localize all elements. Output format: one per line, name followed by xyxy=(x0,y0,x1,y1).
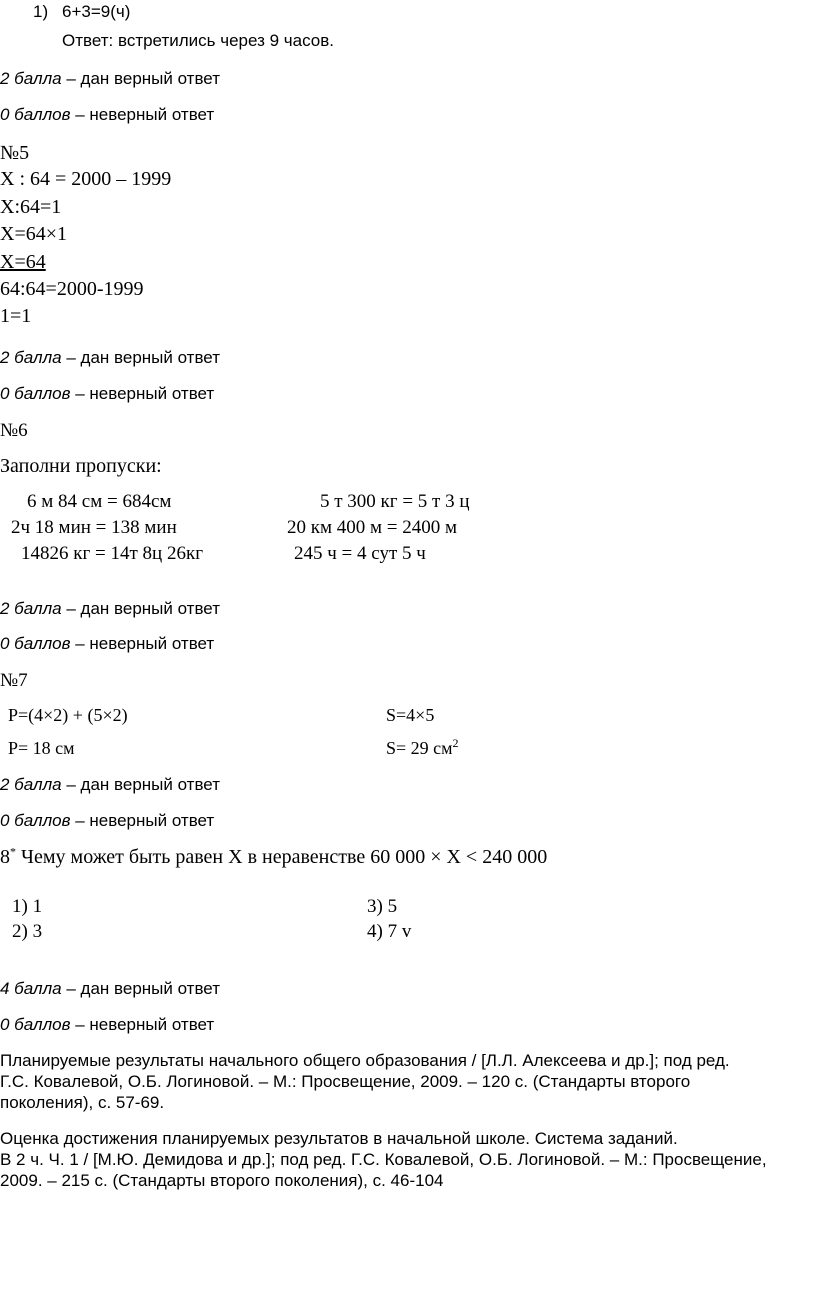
score-text: – дан верный ответ xyxy=(61,69,220,88)
score-text: – неверный ответ xyxy=(70,634,215,653)
score-line-correct xyxy=(0,980,220,997)
score-text: – неверный ответ xyxy=(70,1015,215,1034)
score-line-wrong xyxy=(0,106,214,123)
q6-left-item: 14826 кг = 14т 8ц 26кг xyxy=(21,543,203,564)
score-points: 0 баллов xyxy=(0,634,71,653)
q5-line: 1=1 xyxy=(0,305,32,327)
q6-prompt: Заполни пропуски: xyxy=(0,455,162,477)
q7-perimeter-result: Р= 18 см xyxy=(8,738,75,758)
q4-equation: 6+3=9(ч) xyxy=(62,2,131,21)
q8-question-line xyxy=(0,844,548,868)
reference-line: поколения), с. 57-69. xyxy=(0,1093,165,1112)
score-text: – дан верный ответ xyxy=(61,599,220,618)
q7-area-result xyxy=(386,736,459,758)
score-points: 0 баллов xyxy=(0,105,71,124)
score-points: 2 балла xyxy=(0,348,62,367)
q5-title: №5 xyxy=(0,142,30,164)
q7-title: №7 xyxy=(0,670,28,691)
q7-area-value: S= 29 см xyxy=(386,738,453,758)
score-line-correct xyxy=(0,600,220,617)
q7-area-formula: S=4×5 xyxy=(386,705,435,725)
score-line-correct xyxy=(0,776,220,793)
q5-line: Х:64=1 xyxy=(0,196,62,218)
score-points: 2 балла xyxy=(0,775,62,794)
q8-number: 8 xyxy=(0,846,10,868)
reference-line: Г.С. Ковалевой, О.Б. Логиновой. – М.: Просвещение, 2009. – 120 с. (Стандарты второго xyxy=(0,1072,691,1091)
score-text: – дан верный ответ xyxy=(61,775,220,794)
q6-right-item: 245 ч = 4 сут 5 ч xyxy=(294,543,426,564)
score-points: 0 баллов xyxy=(0,384,71,403)
score-line-wrong xyxy=(0,635,214,652)
score-line-correct xyxy=(0,349,220,366)
q5-answer-line: Х=64 xyxy=(0,251,46,273)
score-points: 4 балла xyxy=(0,979,62,998)
q8-star: * xyxy=(10,844,16,859)
q8-option: 1) 1 xyxy=(12,896,43,917)
reference-line: Планируемые результаты начального общего образования / [Л.Л. Алексеева и др.]; под ред. xyxy=(0,1051,730,1070)
q6-title: №6 xyxy=(0,420,28,441)
q6-left-item: 2ч 18 мин = 138 мин xyxy=(11,517,177,538)
score-line-wrong xyxy=(0,812,214,829)
q8-option: 3) 5 xyxy=(367,896,398,917)
q5-line: Х=64×1 xyxy=(0,223,68,245)
score-text: – неверный ответ xyxy=(70,811,215,830)
q5-line: Х : 64 = 2000 – 1999 xyxy=(0,168,172,190)
q8-option: 2) 3 xyxy=(12,921,43,942)
q8-question: Чему может быть равен Х в неравенстве 60 000 × Х < 240 000 xyxy=(16,846,548,868)
q4-answer: Ответ: встретились через 9 часов. xyxy=(62,31,334,50)
reference-line: Оценка достижения планируемых результатов в начальной школе. Система заданий. xyxy=(0,1129,678,1148)
q7-perimeter-formula: Р=(4×2) + (5×2) xyxy=(8,705,128,725)
score-text: – дан верный ответ xyxy=(61,348,220,367)
q6-right-item: 20 км 400 м = 2400 м xyxy=(287,517,458,538)
q7-area-exponent: 2 xyxy=(452,736,459,750)
score-points: 0 баллов xyxy=(0,811,71,830)
q4-item-number: 1) xyxy=(33,2,49,21)
q5-line: 64:64=2000-1999 xyxy=(0,278,144,300)
score-points: 2 балла xyxy=(0,599,62,618)
q8-option: 4) 7 v xyxy=(367,921,412,942)
reference-line: В 2 ч. Ч. 1 / [М.Ю. Демидова и др.]; под ред. Г.С. Ковалевой, О.Б. Логиновой. – М.: Просвещение, xyxy=(0,1150,767,1169)
score-text: – неверный ответ xyxy=(70,105,215,124)
score-points: 0 баллов xyxy=(0,1015,71,1034)
score-points: 2 балла xyxy=(0,69,62,88)
score-line-correct xyxy=(0,70,220,87)
reference-line: 2009. – 215 с. (Стандарты второго поколения), с. 46-104 xyxy=(0,1171,444,1190)
q6-right-item: 5 т 300 кг = 5 т 3 ц xyxy=(320,491,470,512)
score-text: – неверный ответ xyxy=(70,384,215,403)
score-text: – дан верный ответ xyxy=(61,979,220,998)
score-line-wrong xyxy=(0,1016,214,1033)
score-line-wrong xyxy=(0,385,214,402)
q6-left-item: 6 м 84 см = 684см xyxy=(27,491,172,512)
